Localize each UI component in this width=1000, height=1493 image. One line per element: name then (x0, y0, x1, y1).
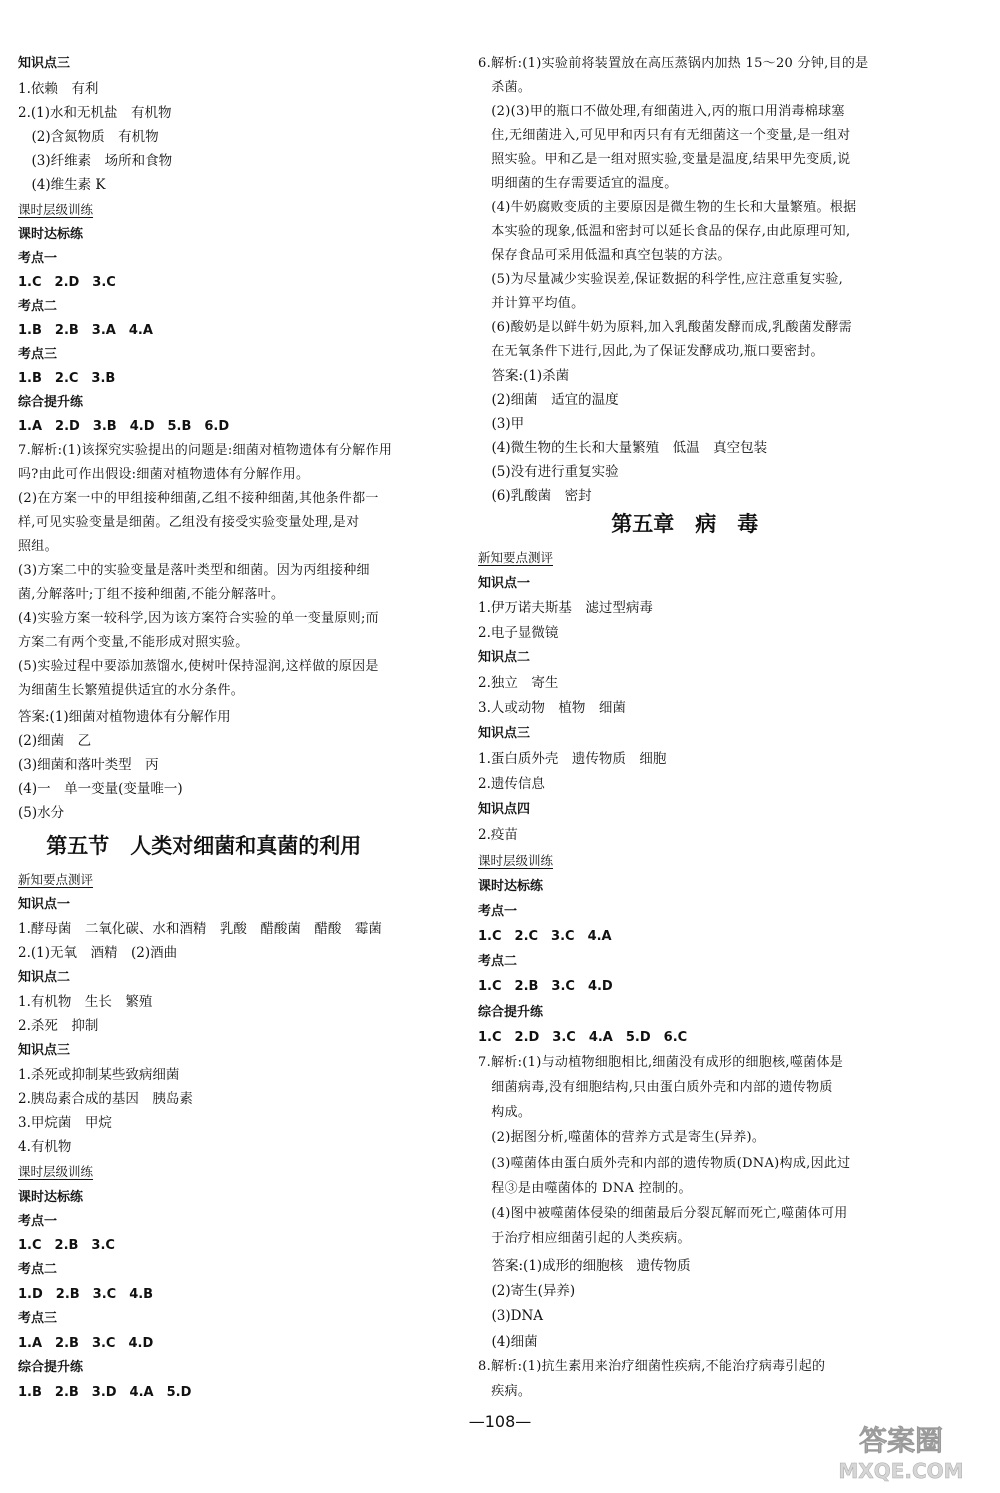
text-line: 菌,分解落叶;丁组不接种细菌,不能分解落叶。 (18, 587, 285, 602)
text-line: 1.有机物 生长 繁殖 (18, 994, 153, 1010)
text-line: (4)实验方案一较科学,因为该方案符合实验的单一变量原则;而 (18, 611, 379, 626)
text-line: 2.杀死 抑制 (18, 1018, 99, 1034)
heading-line: 知识点二 (478, 650, 531, 665)
heading-line: 综合提升练 (18, 395, 84, 410)
text-line: 程③是由噬菌体的 DNA 控制的。 (478, 1181, 692, 1196)
subsection-label: 课时层级训练 (18, 202, 94, 217)
heading-line: 综合提升练 (478, 1005, 544, 1020)
section-title: 第五节 人类对细菌和真菌的利用 (18, 834, 362, 858)
heading-line: 1.A 2.D 3.B 4.D 5.B 6.D (18, 419, 230, 434)
heading-line: 知识点三 (18, 56, 71, 71)
text-line: 6.解析:(1)实验前将装置放在高压蒸锅内加热 15～20 分钟,目的是 (478, 56, 869, 71)
heading-line: 课时达标练 (18, 1190, 84, 1205)
text-line: 本实验的现象,低温和密封可以延长食品的保存,由此原理可知, (478, 224, 851, 239)
text-line: 3.甲烷菌 甲烷 (18, 1115, 112, 1131)
text-line: (4)细菌 (478, 1334, 538, 1350)
watermark-logo (813, 1418, 988, 1486)
text-line: (3)纤维素 场所和食物 (18, 153, 173, 169)
subsection-label: 新知要点测评 (18, 872, 94, 887)
text-line: 方案二有两个变量,不能形成对照实验。 (18, 635, 249, 650)
heading-line: 知识点二 (18, 970, 71, 985)
text-line: 杀菌。 (478, 80, 532, 95)
heading-line: 1.C 2.D 3.C 4.A 5.D 6.C (478, 1030, 688, 1045)
text-line: (3)甲 (478, 416, 525, 432)
text-line: 构成。 (478, 1105, 532, 1120)
text-line: 照组。 (18, 539, 58, 554)
heading-line: 考点二 (18, 1262, 58, 1277)
heading-line: 考点一 (18, 1214, 58, 1229)
heading-line: 综合提升练 (18, 1360, 84, 1375)
text-line: 1.依赖 有利 (18, 81, 99, 97)
text-line: (5)没有进行重复实验 (478, 464, 619, 480)
heading-line: 1.A 2.B 3.C 4.D (18, 1336, 154, 1351)
text-line: 2.遗传信息 (478, 776, 545, 792)
text-line: (2)细菌 乙 (18, 733, 92, 749)
heading-line: 课时达标练 (478, 879, 544, 894)
page-number: —108— (468, 1412, 532, 1431)
text-line: (2)据图分析,噬菌体的营养方式是寄生(异养)。 (478, 1130, 766, 1145)
text-line: 为细菌生长繁殖提供适宜的水分条件。 (18, 683, 245, 698)
section-title: 第五章 病 毒 (478, 512, 759, 536)
text-line: (4)牛奶腐败变质的主要原因是微生物的生长和大量繁殖。根据 (478, 200, 857, 215)
watermark-text-bottom: MXQE.COM (838, 1459, 964, 1483)
text-line: (3)DNA (478, 1308, 544, 1324)
text-line: 2.胰岛素合成的基因 胰岛素 (18, 1091, 193, 1107)
heading-line: 考点二 (18, 299, 58, 314)
text-line: 8.解析:(1)抗生素用来治疗细菌性疾病,不能治疗病毒引起的 (478, 1359, 826, 1374)
text-line: 2.疫苗 (478, 827, 518, 843)
text-line: 2.电子显微镜 (478, 625, 559, 641)
text-line: 答案:(1)成形的细胞核 遗传物质 (478, 1258, 691, 1274)
heading-line: 1.C 2.C 3.C 4.A (478, 929, 612, 944)
text-line: (4)一 单一变量(变量唯一) (18, 781, 183, 797)
text-line: 样,可见实验变量是细菌。乙组没有接受实验变量处理,是对 (18, 515, 360, 530)
text-line: (2)在方案一中的甲组接种细菌,乙组不接种细菌,其他条件都一 (18, 491, 379, 506)
text-line: (2)(3)甲的瓶口不做处理,有细菌进入,丙的瓶口用消毒棉球塞 (478, 104, 845, 119)
heading-line: 考点一 (478, 904, 518, 919)
heading-line: 考点二 (478, 954, 518, 969)
text-line: (2)寄生(异养) (478, 1283, 576, 1299)
text-line: 3.人或动物 植物 细菌 (478, 700, 626, 716)
text-line: (4)图中被噬菌体侵染的细菌最后分裂瓦解而死亡,噬菌体可用 (478, 1206, 848, 1221)
text-line: (4)维生素 K (18, 177, 106, 193)
text-line: 住,无细菌进入,可见甲和丙只有有无细菌这一个变量,是一组对 (478, 128, 851, 143)
text-line: 疾病。 (478, 1384, 532, 1399)
heading-line: 1.C 2.D 3.C (18, 275, 116, 290)
text-line: (3)方案二中的实验变量是落叶类型和细菌。因为丙组接种细 (18, 563, 370, 578)
subsection-label: 课时层级训练 (18, 1164, 94, 1179)
text-line: (6)乳酸菌 密封 (478, 488, 592, 504)
heading-line: 1.D 2.B 3.C 4.B (18, 1287, 154, 1302)
text-line: (5)为尽量减少实验误差,保证数据的科学性,应注意重复实验, (478, 272, 844, 287)
text-line: 2.(1)无氧 酒精 (2)酒曲 (18, 945, 178, 961)
text-line: (2)含氮物质 有机物 (18, 129, 159, 145)
heading-line: 知识点三 (18, 1043, 71, 1058)
heading-line: 考点一 (18, 251, 58, 266)
heading-line: 1.C 2.B 3.C (18, 1238, 115, 1253)
text-line: 细菌病毒,没有细胞结构,只由蛋白质外壳和内部的遗传物质 (478, 1080, 833, 1095)
heading-line: 知识点三 (478, 726, 531, 741)
text-line: 在无氧条件下进行,因此,为了保证发酵成功,瓶口要密封。 (478, 344, 824, 359)
text-line: (5)水分 (18, 805, 65, 821)
text-line: 1.蛋白质外壳 遗传物质 细胞 (478, 751, 667, 767)
heading-line: 知识点一 (478, 576, 531, 591)
text-line: 保存食品可采用低温和真空包装的方法。 (478, 248, 731, 263)
text-line: 答案:(1)细菌对植物遗体有分解作用 (18, 709, 231, 725)
heading-line: 1.B 2.B 3.D 4.A 5.D (18, 1385, 192, 1400)
heading-line: 知识点一 (18, 897, 71, 912)
text-line: 于治疗相应细菌引起的人类疾病。 (478, 1231, 691, 1246)
text-line: 吗?由此可作出假设:细菌对植物遗体有分解作用。 (18, 467, 310, 482)
heading-line: 1.B 2.C 3.B (18, 371, 116, 386)
text-line: (6)酸奶是以鲜牛奶为原料,加入乳酸菌发酵而成,乳酸菌发酵需 (478, 320, 852, 335)
text-line: 2.(1)水和无机盐 有机物 (18, 105, 172, 121)
text-line: 4.有机物 (18, 1139, 72, 1155)
text-line: 明细菌的生存需要适宜的温度。 (478, 176, 678, 191)
text-line: 照实验。甲和乙是一组对照实验,变量是温度,结果甲先变质,说 (478, 152, 851, 167)
heading-line: 知识点四 (478, 802, 531, 817)
heading-line: 考点三 (18, 1311, 58, 1326)
subsection-label: 新知要点测评 (478, 550, 554, 565)
text-line: 1.酵母菌 二氧化碳、水和酒精 乳酸 醋酸菌 醋酸 霉菌 (18, 921, 382, 937)
text-line: 1.杀死或抑制某些致病细菌 (18, 1067, 180, 1083)
text-line: 1.伊万诺夫斯基 滤过型病毒 (478, 600, 653, 616)
watermark-text-top: 答案圈 (858, 1424, 944, 1457)
subsection-label: 课时层级训练 (478, 853, 554, 868)
text-line: 7.解析:(1)与动植物细胞相比,细菌没有成形的细胞核,噬菌体是 (478, 1055, 844, 1070)
text-line: 2.独立 寄生 (478, 675, 559, 691)
text-line: (3)噬菌体由蛋白质外壳和内部的遗传物质(DNA)构成,因此过 (478, 1156, 851, 1171)
text-line: (4)微生物的生长和大量繁殖 低温 真空包装 (478, 440, 768, 456)
text-line: 7.解析:(1)该探究实验提出的问题是:细菌对植物遗体有分解作用 (18, 443, 393, 458)
heading-line: 课时达标练 (18, 227, 84, 242)
heading-line: 考点三 (18, 347, 58, 362)
text-line: 答案:(1)杀菌 (478, 368, 570, 384)
heading-line: 1.C 2.B 3.C 4.D (478, 979, 613, 994)
text-line: (3)细菌和落叶类型 丙 (18, 757, 159, 773)
text-line: (5)实验过程中要添加蒸馏水,使树叶保持湿润,这样做的原因是 (18, 659, 379, 674)
heading-line: 1.B 2.B 3.A 4.A (18, 323, 153, 338)
text-line: 并计算平均值。 (478, 296, 585, 311)
text-line: (2)细菌 适宜的温度 (478, 392, 619, 408)
